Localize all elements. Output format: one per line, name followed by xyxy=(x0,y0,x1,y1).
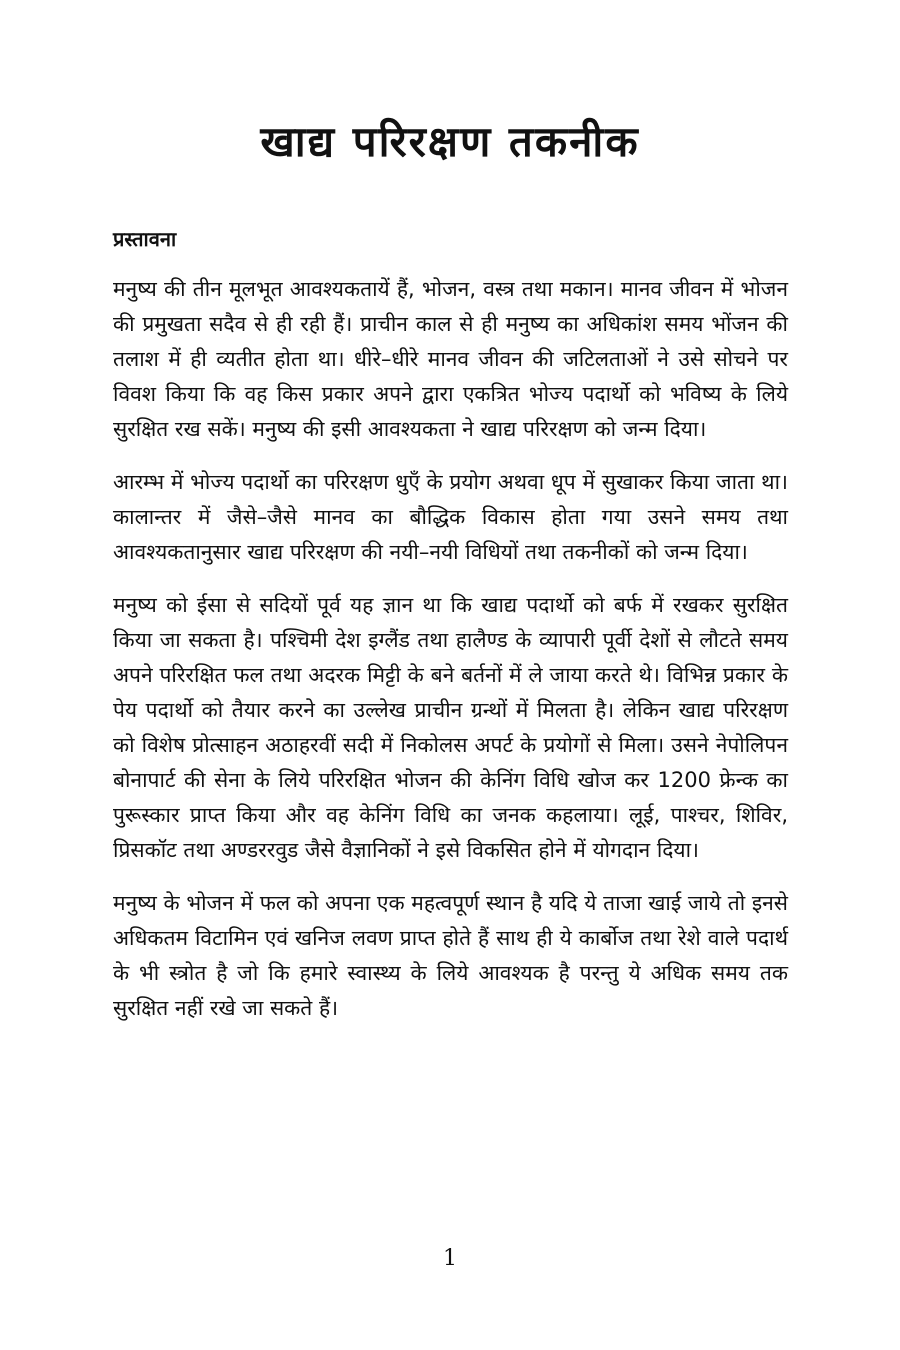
body-text xyxy=(113,272,788,1044)
page-title: खाद्य परिरक्षण तकनीक xyxy=(260,117,640,166)
paragraph-2: आरम्भ में भोज्य पदार्थो का परिरक्षण धुएँ के प्रयोग अथवा धूप में सुखाकर किया जाता था। कालान्तर में जैसे–जैसे मानव का बौद्धिक विकास होता गया उसने समय तथा आवश्यकतानुसार खाद्य परिरक्षण की नयी–नयी विधियों तथा तकनीकों को जन्म दिया। xyxy=(113,470,788,564)
page-number: 1 xyxy=(443,1246,457,1271)
paragraph-3: मनुष्य को ईसा से सदियों पूर्व यह ज्ञान था कि खाद्य पदार्थो को बर्फ में रखकर सुरक्षित किया जा सकता है। पश्चिमी देश इग्लैंड तथा हालैण्ड के व्यापारी पूर्वी देशों से लौटते समय अपने परिरक्षित फल तथा अदरक मिट्टी के बने बर्तनों में ले जाया करते थे। विभिन्न प्रकार के पेय पदार्थो को तैयार करने का उल्लेख प्राचीन ग्रन्थों में मिलता है। लेकिन खाद्य परिरक्षण को विशेष प्रोत्साहन अठाहरवीं सदी में निकोलस अपर्ट के प्रयोगों से मिला। उसने नेपोलिपन बोनापार्ट की सेना के लिये परिरक्षित भोजन की केनिंग विधि खोज कर 1200 फ्रेन्क का पुरूस्कार प्राप्त किया और वह केनिंग विधि का जनक कहलाया। लूई, पाश्चर, शिविर, प्रिसकॉट तथा अण्डररवुड जैसे वैज्ञानिकों ने इसे विकसित होने में योगदान दिया। xyxy=(113,593,788,862)
paragraph-1: मनुष्य की तीन मूलभूत आवश्यकतायें हैं, भोजन, वस्त्र तथा मकान। मानव जीवन में भोजन की प्रमुखता सदैव से ही रही हैं। प्राचीन काल से ही मनुष्य का अधिकांश समय भोंजन की तलाश में ही व्यतीत होता था। धीरे–धीरे मानव जीवन की जटिलताओं ने उसे सोचने पर विवश किया कि वह किस प्रकार अपने द्वारा एकत्रित भोज्य पदार्थो को भविष्य के लिये सुरक्षित रख सकें। मनुष्य की इसी आवश्यकता ने खाद्य परिरक्षण को जन्म दिया। xyxy=(113,277,788,441)
paragraph-4: मनुष्य के भोजन में फल को अपना एक महत्वपूर्ण स्थान है यदि ये ताजा खाई जाये तो इनसे अधिकतम विटामिन एवं खनिज लवण प्राप्त होते हैं साथ ही ये कार्बोज तथा रेशे वाले पदार्थ के भी स्त्रोत है जो कि हमारे स्वास्थ्य के लिये आवश्यक है परन्तु ये अधिक समय तक सुरक्षित नहीं रखे जा सकते हैं। xyxy=(113,891,788,1020)
section-heading: प्रस्तावना xyxy=(113,227,177,251)
